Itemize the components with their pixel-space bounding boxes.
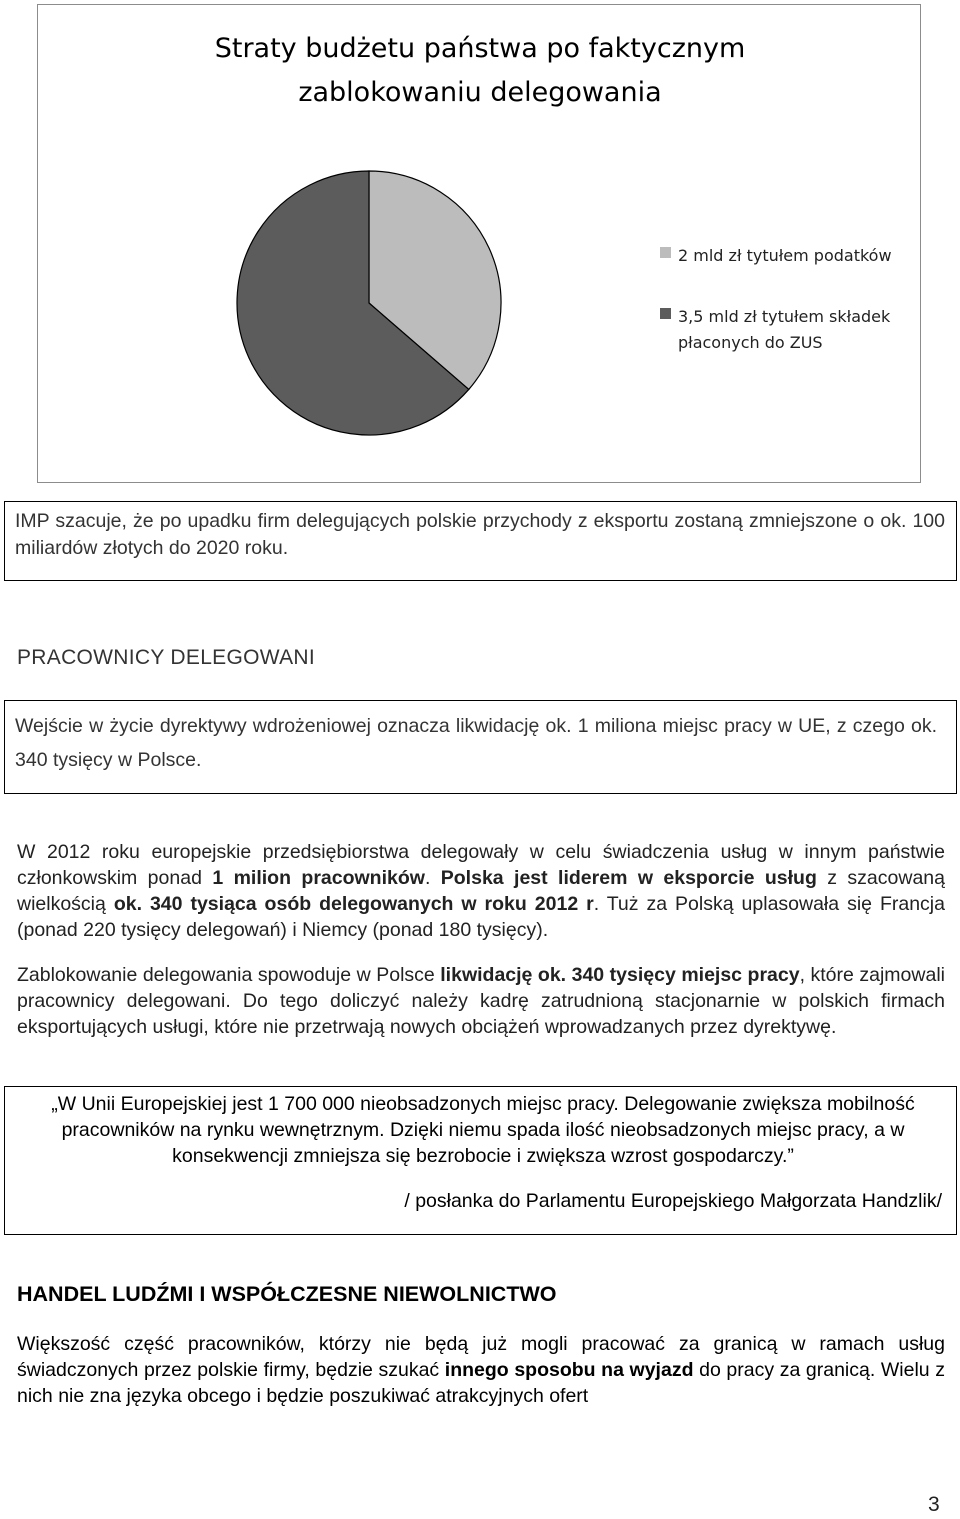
- para3-text-2: do pracy za granicą. Wielu z nich nie zna języka obcego i będzie poszukiwać atrakcyjnych ofert: [17, 1359, 945, 1407]
- paragraph-2012-statistics: [17, 839, 945, 943]
- legend-swatch-zus: [660, 308, 671, 319]
- chart-title-line-1: Straty budżetu państwa po faktycznym: [214, 33, 746, 64]
- section-heading-human-trafficking: HANDEL LUDŹMI I WSPÓŁCZESNE NIEWOLNICTWO: [17, 1282, 557, 1306]
- para1-text-1: W 2012 roku europejskie przedsiębiorstwa delegowały w celu świadczenia usług w innym państwie członkowskim ponad: [17, 841, 945, 889]
- para3-text-1: Większość część pracowników, którzy nie będą już mogli pracować za granicą w ramach usług świadczonych przez polskie firmy, będzie szukać: [17, 1333, 945, 1381]
- para3-bold-1: innego sposobu na wyjazd: [444, 1359, 694, 1381]
- legend-label-zus: [678, 304, 908, 356]
- directive-impact-box: [4, 700, 957, 794]
- legend-swatch-taxes: [660, 247, 671, 258]
- para1-text-3: z szacowaną wielkością: [17, 867, 945, 915]
- paragraph-trafficking: [17, 1331, 945, 1409]
- quote-signature: / posłanka do Parlamentu Europejskiego Małgorzata Handzlik/: [404, 1190, 942, 1212]
- imp-estimate-text: IMP szacuje, że po upadku firm delegujących polskie przychody z eksportu zostaną zmniejszone o ok. 100 miliardów złotych do 2020 roku.: [15, 510, 945, 559]
- para2-text-1: Zablokowanie delegowania spowoduje w Polsce: [17, 964, 441, 986]
- page-number: 3: [928, 1493, 940, 1516]
- legend-label-taxes: [678, 243, 908, 269]
- chart-title-line-2: zablokowaniu delegowania: [298, 77, 662, 108]
- quote-text: „W Unii Europejskiej jest 1 700 000 nieobsadzonych miejsc pracy. Delegowanie zwiększa mobilność pracowników na rynku wewnętrznym. Dzięki niemu spada ilość nieobsadzonych miejsc pracy, a w konsekwencji zmniejsza się bezrobocie i zwiększa wzrost gospodarczy.”: [51, 1093, 915, 1167]
- paragraph-job-losses: [17, 962, 945, 1040]
- para2-text-2: , które zajmowali pracownicy delegowani. Do tego doliczyć należy kadrę zatrudnioną stacjonarnie w polskich firmach eksportujących usługi, które nie przetrwają nowych obciążeń wprowadzanych przez dyrektywę.: [17, 964, 945, 1038]
- legend-label-taxes-line-1: 2 mld zł tytułem podatków: [678, 246, 892, 265]
- imp-estimate-box: [4, 501, 957, 581]
- para1-bold-3: ok. 340 tysiąca osób delegowanych w roku 2012 r: [113, 893, 594, 915]
- para2-bold-1: likwidację ok. 340 tysięcy miejsc pracy: [440, 964, 800, 986]
- para1-text-2: .: [424, 867, 441, 889]
- pie-chart-panel: [37, 4, 921, 483]
- legend-label-zus-line-1: 3,5 mld zł tytułem składek: [678, 307, 891, 326]
- para1-bold-2: Polska jest liderem w eksporcie usług: [440, 867, 817, 889]
- directive-impact-text: Wejście w życie dyrektywy wdrożeniowej oznacza likwidację ok. 1 miliona miejsc pracy w UE, z czego ok. 340 tysięcy w Polsce.: [15, 715, 937, 771]
- section-heading-posted-workers: PRACOWNICY DELEGOWANI: [17, 646, 316, 669]
- para1-text-4: . Tuż za Polską uplasowała się Francja (ponad 220 tysięcy delegowań) i Niemcy (ponad 180 tysięcy).: [17, 893, 945, 941]
- para1-bold-1: 1 milion pracowników: [212, 867, 425, 889]
- quote-box: [4, 1086, 957, 1235]
- legend-label-zus-line-2: płaconych do ZUS: [678, 333, 823, 352]
